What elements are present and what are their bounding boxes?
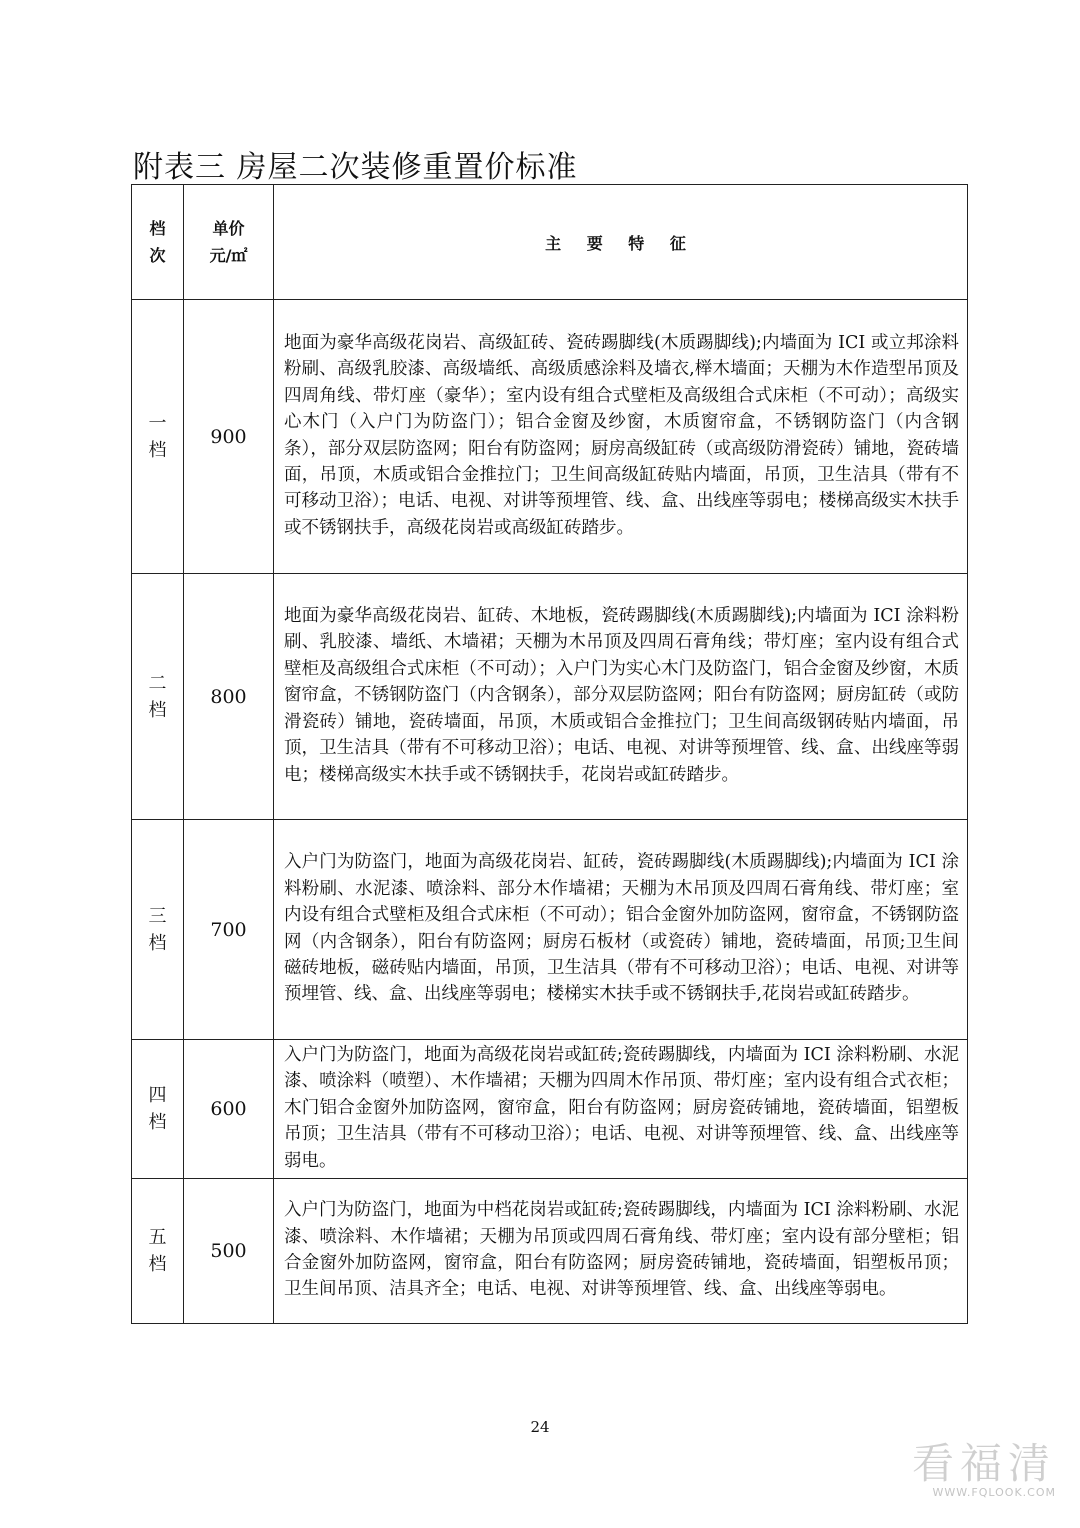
watermark (912, 1440, 1056, 1499)
watermark-logo: 看福清 (911, 1439, 1056, 1488)
tier-label-line2: 档 (148, 439, 167, 461)
header-tier-line2: 次 (149, 246, 166, 265)
header-features: 主 要 特 征 (274, 185, 968, 300)
table-header-row (132, 185, 968, 300)
page-title: 附表三 房屋二次装修重置价标准 (133, 150, 578, 185)
tier-label-line2: 档 (148, 1112, 167, 1134)
header-price (184, 185, 274, 300)
tier-label-line1: 五 (148, 1227, 167, 1249)
tier-label-line1: 二 (148, 672, 167, 694)
page-number: 24 (530, 1418, 550, 1436)
table-row (132, 300, 968, 574)
price-cell: 800 (184, 574, 274, 820)
tier-label-line1: 四 (148, 1085, 167, 1107)
table-row (132, 1179, 968, 1324)
price-cell: 500 (184, 1179, 274, 1324)
header-price-line1: 单价 (212, 219, 245, 238)
tier-cell (132, 1179, 184, 1324)
tier-cell (132, 300, 184, 574)
header-price-line2: 元/㎡ (209, 246, 248, 265)
price-cell: 600 (184, 1040, 274, 1179)
features-cell: 地面为豪华高级花岗岩、缸砖、木地板，瓷砖踢脚线(木质踢脚线);内墙面为 ICI 涂料粉刷、乳胶漆、墙纸、木墙裙；天棚为木吊顶及四周石膏角线；带灯座；室内设有组合式壁柜及高级组合式床柜（不可动）；入户门为实心木门及防盗门，铝合金窗及纱窗，木质窗帘盒，不锈钢防盗门（内含钢条），部分双层防盗网；阳台有防盗网；厨房缸砖（或防滑瓷砖）铺地，瓷砖墙面，吊顶，木质或铝合金推拉门；卫生间高级钢砖贴内墙面，吊顶，卫生洁具（带有不可移动卫浴）；电话、电视、对讲等预埋管、线、盒、出线座等弱电；楼梯高级实木扶手或不锈钢扶手，花岗岩或缸砖踏步。 (274, 574, 968, 820)
table-row (132, 1040, 968, 1179)
tier-cell (132, 574, 184, 820)
price-cell: 700 (184, 820, 274, 1040)
features-cell: 入户门为防盗门，地面为中档花岗岩或缸砖;瓷砖踢脚线，内墙面为 ICI 涂料粉刷、水泥漆、喷涂料、木作墙裙；天棚为吊顶或四周石膏角线、带灯座；室内设有部分壁柜；铝合金窗外加防盗网，窗帘盒，阳台有防盗网；厨房瓷砖铺地，瓷砖墙面，铝塑板吊顶；卫生间吊顶、洁具齐全；电话、电视、对讲等预埋管、线、盒、出线座等弱电。 (274, 1179, 968, 1324)
table-row (132, 574, 968, 820)
tier-label-line2: 档 (148, 932, 167, 954)
table-row (132, 820, 968, 1040)
renovation-price-table (131, 184, 968, 1324)
tier-label-line2: 档 (148, 699, 167, 721)
features-cell: 地面为豪华高级花岗岩、高级缸砖、瓷砖踢脚线(木质踢脚线);内墙面为 ICI 或立邦涂料粉刷、高级乳胶漆、高级墙纸、高级质感涂料及墙衣,榉木墙面；天棚为木作造型吊顶及四周角线、带灯座（豪华）；室内设有组合式壁柜及高级组合式床柜（不可动）；高级实心木门（入户门为防盗门）；铝合金窗及纱窗，木质窗帘盒，不锈钢防盗门（内含钢条），部分双层防盗网；阳台有防盗网；厨房高级缸砖（或高级防滑瓷砖）铺地，瓷砖墙面，吊顶，木质或铝合金推拉门；卫生间高级缸砖贴内墙面，吊顶，卫生洁具（带有不可移动卫浴）；电话、电视、对讲等预埋管、线、盒、出线座等弱电；楼梯高级实木扶手或不锈钢扶手，高级花岗岩或高级缸砖踏步。 (274, 300, 968, 574)
tier-cell (132, 820, 184, 1040)
header-tier (132, 185, 184, 300)
tier-cell (132, 1040, 184, 1179)
tier-label-line1: 三 (148, 905, 167, 927)
watermark-url: WWW.FQLOOK.COM (932, 1486, 1056, 1499)
tier-label-line2: 档 (148, 1254, 167, 1276)
header-tier-line1: 档 (149, 219, 166, 238)
price-cell: 900 (184, 300, 274, 574)
features-cell: 入户门为防盗门，地面为高级花岗岩、缸砖，瓷砖踢脚线(木质踢脚线);内墙面为 ICI 涂料粉刷、水泥漆、喷涂料、部分木作墙裙；天棚为木吊顶及四周石膏角线、带灯座；室内设有组合式壁柜及组合式床柜（不可动）；铝合金窗外加防盗网，窗帘盒，不锈钢防盗网（内含钢条），阳台有防盗网；厨房石板材（或瓷砖）铺地，瓷砖墙面，吊顶;卫生间磁砖地板，磁砖贴内墙面，吊顶，卫生洁具（带有不可移动卫浴）；电话、电视、对讲等预埋管、线、盒、出线座等弱电；楼梯实木扶手或不锈钢扶手,花岗岩或缸砖踏步。 (274, 820, 968, 1040)
tier-label-line1: 一 (148, 412, 167, 434)
features-cell: 入户门为防盗门，地面为高级花岗岩或缸砖;瓷砖踢脚线，内墙面为 ICI 涂料粉刷、水泥漆、喷涂料（喷塑）、木作墙裙；天棚为四周木作吊顶、带灯座；室内设有组合式衣柜；木门铝合金窗外加防盗网，窗帘盒，阳台有防盗网；厨房瓷砖铺地，瓷砖墙面，铝塑板吊顶；卫生洁具（带有不可移动卫浴）；电话、电视、对讲等预埋管、线、盒、出线座等弱电。 (274, 1040, 968, 1179)
